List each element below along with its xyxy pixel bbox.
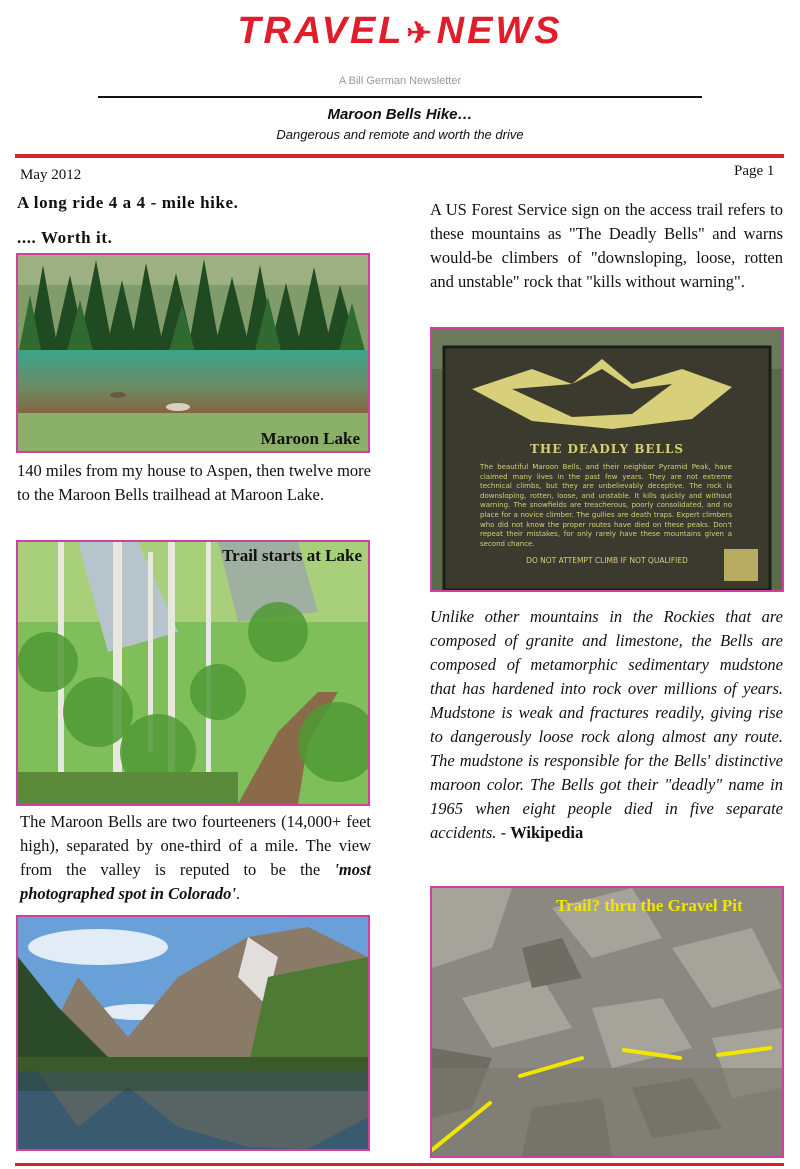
- headline-line-1: A long ride 4 a 4 - mile hike.: [17, 193, 239, 212]
- paragraph-forest-service-sign: A US Forest Service sign on the access trail refers to these mountains as "The Deadly Bells" and warns would-be climbers of "downsloping, loose, rotten and unstable" rock that "kills without warning".: [430, 200, 783, 291]
- photo-caption-trail: Trail starts at Lake: [222, 546, 362, 565]
- page-number: Page 1: [734, 163, 775, 179]
- most-photographed-emphasis: 'most photographed spot in Colorado': [20, 860, 371, 903]
- paragraph-mudstone-text: Unlike other mountains in the Rockies that are composed of granite and limestone, the Bells are composed of metamorphic sedimentary mudstone that has hardened into rock over millions of years. Mudstone is weak and fractures readily, giving rise to dangerously loose rock along almost any route. The mudstone is responsible for the Bells' distinctive maroon color. The Bells got their "deadly" name in 1965 when eight people died in five separate accidents.: [430, 607, 783, 842]
- deadly-bells-sign-photo: [430, 327, 784, 592]
- photo-caption-lake: Maroon Lake: [260, 429, 360, 448]
- sign-warning-footer: DO NOT ATTEMPT CLIMB IF NOT QUALIFIED: [526, 556, 688, 565]
- paragraph-fourteeners-end: .: [235, 884, 241, 903]
- airplane-icon: ✈: [406, 17, 435, 50]
- newsletter-tagline: A Bill German Newsletter: [338, 75, 462, 87]
- red-divider: [15, 154, 784, 158]
- bottom-red-divider: [15, 1163, 784, 1166]
- paragraph-trip-distance: 140 miles from my house to Aspen, then twelve more to the Maroon Bells trailhead at Maroon Lake.: [17, 461, 371, 504]
- maroon-bells-view-photo: [16, 915, 370, 1151]
- trail-photo: [16, 540, 370, 806]
- article-title: Maroon Bells Hike…: [327, 106, 473, 123]
- issue-date: May 2012: [20, 167, 82, 183]
- gravel-scene-illustration: [432, 888, 782, 1156]
- article-subtitle: Dangerous and remote and worth the drive: [276, 127, 524, 142]
- source-separator: -: [496, 823, 511, 842]
- sign-illustration: [432, 329, 782, 590]
- sign-title: THE DEADLY BELLS: [529, 442, 685, 456]
- gravel-pit-photo: [430, 886, 784, 1158]
- lake-scene-illustration: [18, 255, 368, 451]
- header-divider: [98, 96, 702, 98]
- trail-scene-illustration: [18, 542, 368, 804]
- sign-body-text: The beautiful Maroon Bells, and their neighbor Pyramid Peak, have claimed many lives in the past few years. They are not extreme technical climbs, but they are unbelievably deceptive. The rock is downsloping, rotten, loose, and unstable. It kills quickly and without warning. The snowfields are treacherous, poorly consolidated, and no place for a novice climber. The gullies are death traps. Expert climbers who did not know the proper routes have died on these peaks. Don't repeat their mistakes, for only rarely have these mountains given a second chance.: [480, 463, 732, 548]
- newsletter-masthead: [0, 10, 800, 53]
- source-wikipedia: Wikipedia: [510, 823, 584, 842]
- maroon-lake-photo: [16, 253, 370, 453]
- bells-scene-illustration: [18, 917, 368, 1149]
- paragraph-mudstone: [430, 605, 783, 845]
- paragraph-fourteeners: [20, 810, 371, 906]
- paragraph-fourteeners-text: The Maroon Bells are two fourteeners (14,000+ feet high), separated by one-third of a mile. The view from the valley is reputed to be the: [20, 812, 371, 879]
- masthead-travel: TRAVEL: [237, 10, 405, 52]
- headline-line-2: .... Worth it.: [17, 228, 113, 247]
- photo-caption-gravel: Trail? thru the Gravel Pit: [556, 896, 743, 915]
- masthead-news: NEWS: [436, 10, 563, 52]
